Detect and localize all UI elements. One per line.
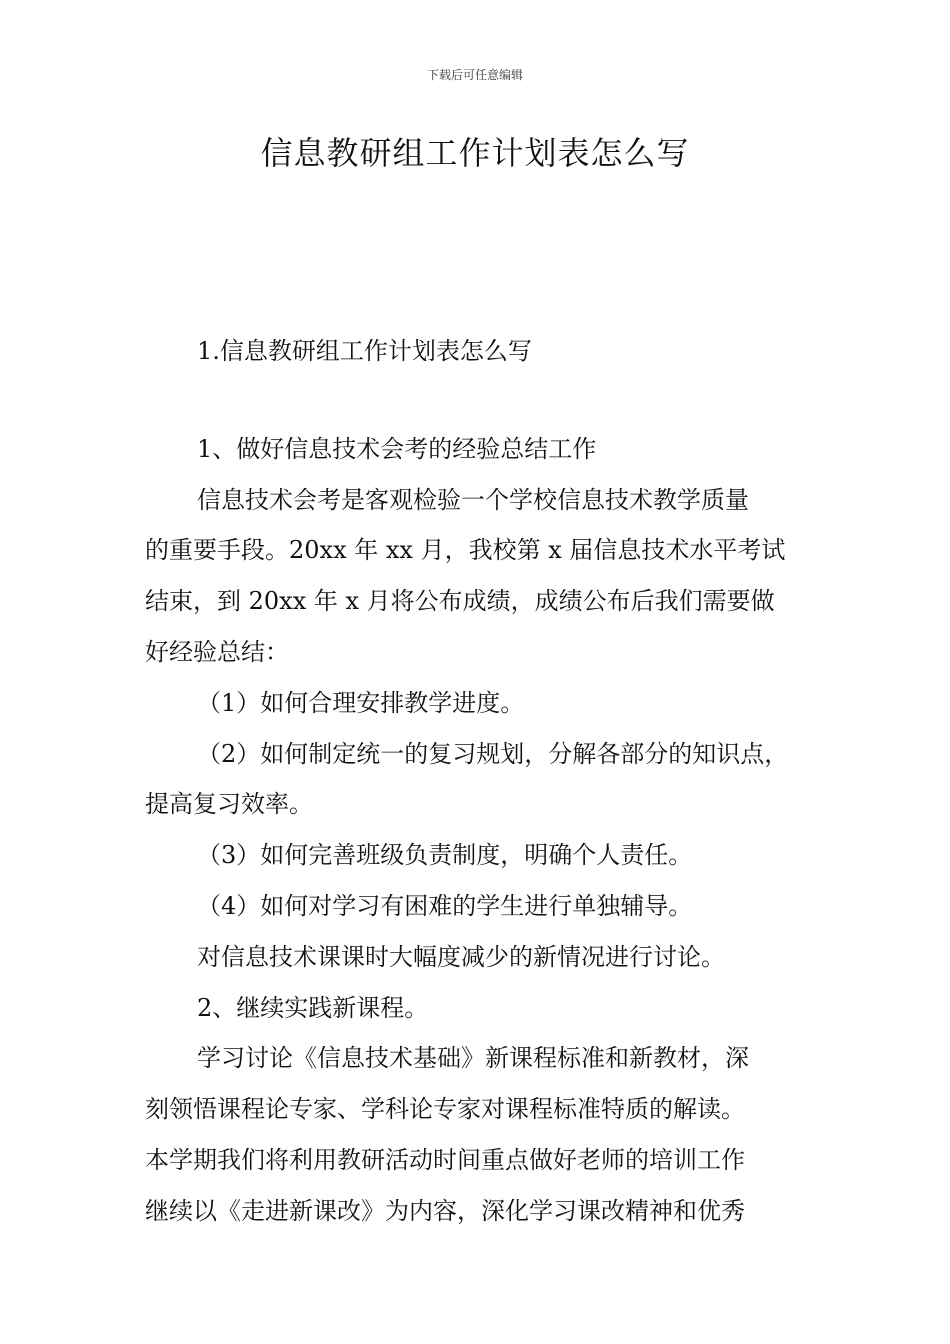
list-item: （2）如何制定统一的复习规划，分解各部分的知识点，	[197, 739, 789, 768]
subsection-heading: 1、做好信息技术会考的经验总结工作	[197, 434, 597, 463]
document-body	[145, 326, 825, 1237]
paragraph-line: 结束，到 20xx 年 x 月将公布成绩，成绩公布后我们需要做	[145, 587, 775, 616]
paragraph-line: 信息技术会考是客观检验一个学校信息技术教学质量	[197, 485, 749, 514]
paragraph-line: 继续以《走进新课改》为内容，深化学习课改精神和优秀	[145, 1196, 745, 1225]
section-heading: 1.信息教研组工作计划表怎么写	[197, 337, 532, 365]
paragraph-line: 的重要手段。20xx 年 xx 月，我校第 x 届信息技术水平考试	[145, 536, 786, 565]
list-item: （3）如何完善班级负责制度，明确个人责任。	[197, 841, 693, 870]
subsection-heading: 2、继续实践新课程。	[197, 993, 429, 1022]
paragraph-line: 学习讨论《信息技术基础》新课程标准和新教材，深	[197, 1044, 749, 1073]
paragraph-line: 刻领悟课程论专家、学科论专家对课程标准特质的解读。	[145, 1095, 745, 1124]
list-item: （1）如何合理安排教学进度。	[197, 688, 525, 717]
header-note: 下载后可任意编辑	[426, 68, 523, 82]
document-title: 信息教研组工作计划表怎么写	[260, 134, 690, 172]
paragraph-line: 对信息技术课课时大幅度减少的新情况进行讨论。	[197, 942, 725, 971]
paragraph-line: 好经验总结：	[145, 637, 289, 666]
list-item-continuation: 提高复习效率。	[145, 790, 313, 819]
list-item: （4）如何对学习有困难的学生进行单独辅导。	[197, 891, 693, 920]
paragraph-line: 本学期我们将利用教研活动时间重点做好老师的培训工作	[145, 1145, 745, 1174]
